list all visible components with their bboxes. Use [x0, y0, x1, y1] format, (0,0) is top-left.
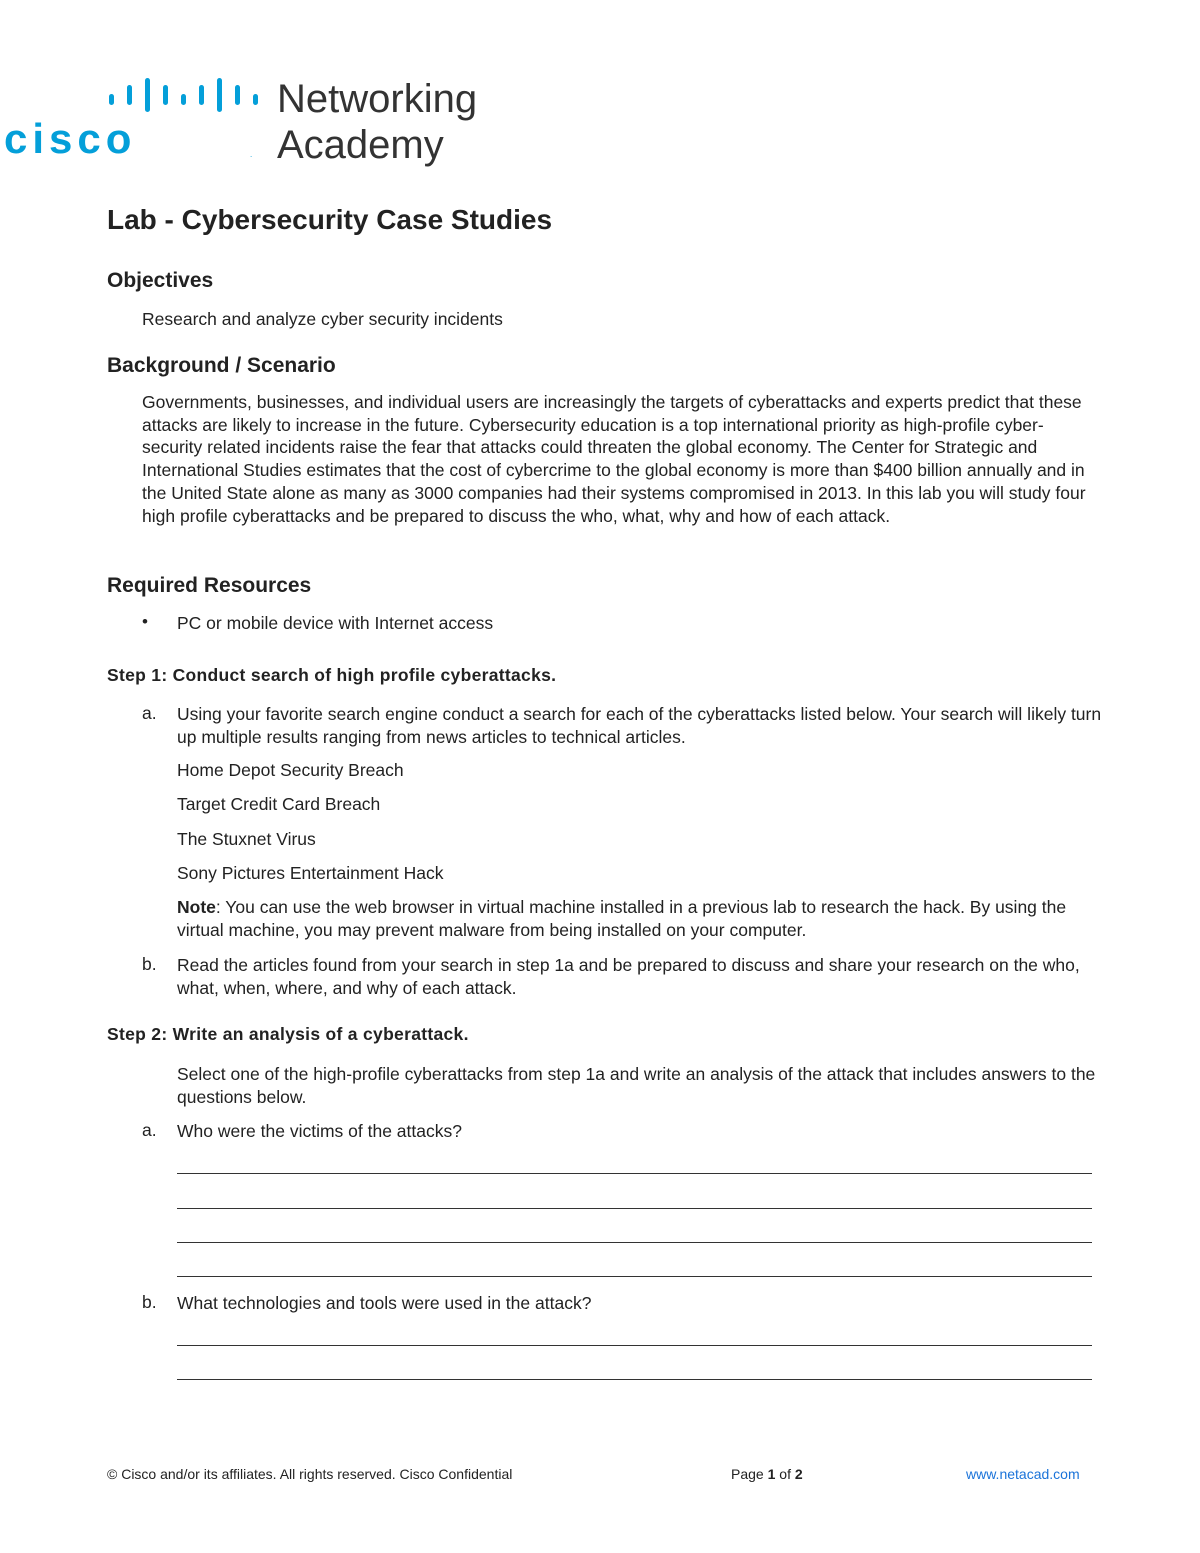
step2-b-label: b.: [142, 1292, 157, 1312]
step2-b-question: What technologies and tools were used in the attack?: [177, 1293, 592, 1313]
resources-heading: Required Resources: [107, 574, 312, 597]
answer-line[interactable]: [177, 1173, 1092, 1174]
answer-line[interactable]: [177, 1208, 1092, 1209]
objectives-heading: Objectives: [107, 269, 214, 292]
background-heading: Background / Scenario: [107, 354, 336, 377]
answer-line[interactable]: [177, 1242, 1092, 1243]
background-text: Governments, businesses, and individual users are increasingly the targets of cyberattacks and experts predict that these attacks are likely to increase in the future. Cybersecurity education is a top international priority as high-profile cyber-security related incidents raise the fear that attacks could threaten the global economy. The Center for Strategic and International Studies estimates that the cost of cybercrime to the global economy is more than $400 billion annually and in the United State alone as many as 3000 companies had their systems compromised in 2013. In this lab you will study four high profile cyberattacks and be prepared to discuss the who, what, why and how of each attack.: [142, 392, 1086, 526]
objectives-text: Research and analyze cyber security incidents: [142, 309, 503, 329]
step1-a-label: a.: [142, 703, 157, 723]
attack-list-item: Target Credit Card Breach: [177, 794, 381, 814]
note-text: : You can use the web browser in virtual machine installed in a previous lab to research the hack. By using the virtual machine, you may prevent malware from being installed on your computer.: [177, 897, 1067, 940]
footer-copyright: © Cisco and/or its affiliates. All rights reserved. Cisco Confidential: [107, 1466, 513, 1482]
attack-list-item: Sony Pictures Entertainment Hack: [177, 863, 444, 883]
page-title: Lab - Cybersecurity Case Studies: [107, 204, 553, 235]
logo-networking: Networking: [277, 77, 478, 121]
footer-page-number: [731, 1466, 803, 1482]
step2-heading: Step 2: Write an analysis of a cyberattack.: [107, 1024, 469, 1044]
step2-intro: Select one of the high-profile cyberattacks from step 1a and write an analysis of the attack that includes answers to the questions below.: [177, 1064, 1096, 1107]
resource-item: PC or mobile device with Internet access: [177, 613, 494, 633]
trademark-mark: .: [250, 150, 253, 159]
step1-a-text: Using your favorite search engine conduct a search for each of the cyberattacks listed below. Your search will likely turn up multiple results ranging from news articles to technical articles.: [177, 704, 1102, 747]
logo-academy: Academy: [277, 123, 444, 167]
step1-b-text: Read the articles found from your search in step 1a and be prepared to discuss and share your research on the who, what, when, where, and why of each attack.: [177, 955, 1080, 998]
page-prefix: Page: [731, 1466, 768, 1482]
page-current: 1: [767, 1466, 776, 1482]
step1-b-label: b.: [142, 954, 157, 974]
attack-list-item: Home Depot Security Breach: [177, 760, 404, 780]
answer-line[interactable]: [177, 1276, 1092, 1277]
step1-note: [177, 896, 1102, 941]
bullet-icon: •: [142, 612, 148, 631]
answer-line[interactable]: [177, 1345, 1092, 1346]
answer-line[interactable]: [177, 1379, 1092, 1380]
step2-a-label: a.: [142, 1120, 157, 1140]
step1-heading: Step 1: Conduct search of high profile cyberattacks.: [107, 665, 557, 685]
cisco-wordmark: cisco: [4, 115, 137, 162]
step2-a-question: Who were the victims of the attacks?: [177, 1121, 462, 1141]
attack-list-item: The Stuxnet Virus: [177, 829, 316, 849]
footer-link[interactable]: www.netacad.com: [966, 1466, 1080, 1482]
note-label: Note: [177, 897, 216, 917]
page-mid: of: [775, 1466, 795, 1482]
page-total: 2: [794, 1466, 803, 1482]
